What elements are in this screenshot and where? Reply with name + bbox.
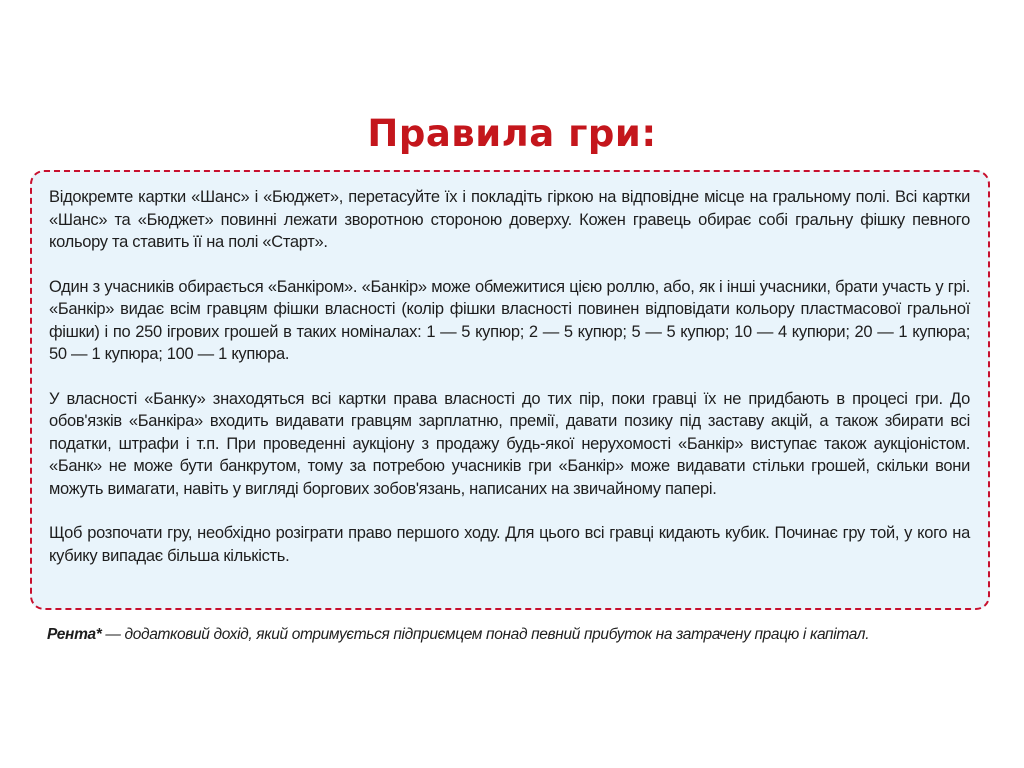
rules-paragraph-bank: У власності «Банку» знаходяться всі картки права власності до тих пір, поки гравці їх не придбають в процесі гри. До обов'язків «Банкіра» входить видавати гравцям зарплатню, премії, давати позику під заставу акцій, а також збирати всі податки, штрафи і т.п. При проведенні аукціону з продажу будь-якої нерухомості «Банкір» виступає також аукціоністом. «Банк» не може бути банкрутом, тому за потребою учасників гри «Банкір» може видавати стільки грошей, скільки вони можуть вимагати, навіть у вигляді боргових зобов'язань, написаних на звичайному папері. bbox=[49, 389, 970, 498]
page-title: Правила гри: bbox=[367, 112, 657, 155]
rules-paragraph-first-move: Щоб розпочати гру, необхідно розіграти право першого ходу. Для цього всі гравці кидають кубик. Починає гру той, у кого на кубику випадає більша кількість. bbox=[49, 524, 970, 565]
footnote-term: Рента* bbox=[47, 626, 102, 643]
rules-paragraph-cards: Відокремте картки «Шанс» і «Бюджет», перетасуйте їх і покладіть гіркою на відповідне місце на гральному полі. Всі картки «Шанс» та «Бюджет» повинні лежати зворотною стороною доверху. Кожен гравець обирає собі гральну фішку певного кольору та ставить її на полі «Старт». bbox=[49, 188, 970, 251]
footnote-definition: — додатковий дохід, який отримується підприємцем понад певний прибуток на затрачену працю і капітал. bbox=[101, 626, 870, 643]
rules-paragraph-banker: Один з учасників обирається «Банкіром». «Банкір» може обмежитися цією роллю, або, як і інші учасники, брати участь у грі. «Банкір» видає всім гравцям фішки власності (колір фішки власності повинен відповідати кольору пластмасової гральної фішки) і по 250 ігрових грошей в таких номіналах: 1 — 5 купюр; 2 — 5 купюр; 5 — 5 купюр; 10 — 4 купюри; 20 — 1 купюра; 50 — 1 купюра; 100 — 1 купюра. bbox=[49, 277, 970, 363]
rules-box bbox=[30, 170, 990, 610]
footnote bbox=[47, 626, 992, 644]
